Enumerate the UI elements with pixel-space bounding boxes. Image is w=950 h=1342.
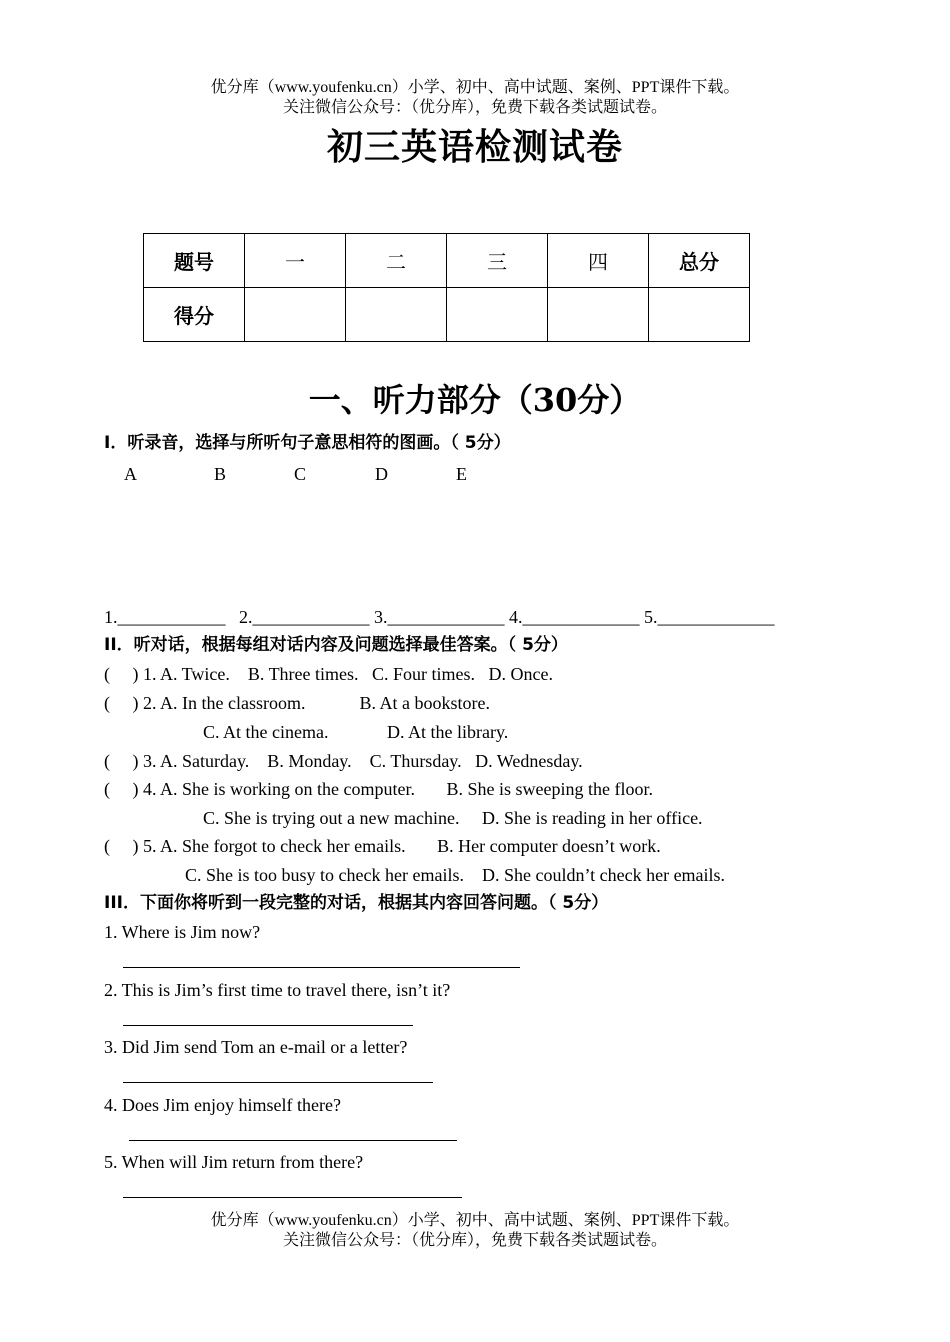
header-line-1: 优分库（www.youfenku.cn）小学、初中、高中试题、案例、PPT课件下载。 xyxy=(210,79,740,96)
answer-line xyxy=(123,967,520,968)
score-table-empty-cell xyxy=(245,288,346,342)
part-3-question: 2. This is Jim’s first time to travel there, isn’t it? xyxy=(104,980,451,1000)
score-table xyxy=(143,233,750,342)
question-line: ( ) 4. A. She is working on the computer. B. She is sweeping the floor. xyxy=(104,779,653,799)
score-table-cell: 题号 xyxy=(144,234,245,288)
score-table-cell: 三 xyxy=(447,234,548,288)
picture-letter: C xyxy=(294,464,307,484)
picture-letter: B xyxy=(214,464,227,484)
part-3-question: 3. Did Jim send Tom an e-mail or a letter? xyxy=(104,1037,408,1057)
footer-line-1: 优分库（www.youfenku.cn）小学、初中、高中试题、案例、PPT课件下载。 xyxy=(210,1212,740,1229)
score-table-cell: 二 xyxy=(346,234,447,288)
part-3-heading: III．下面你将听到一段完整的对话，根据其内容回答问题。（ 5分） xyxy=(104,893,609,913)
part-3-question: 1. Where is Jim now? xyxy=(104,922,261,942)
question-line: ( ) 3. A. Saturday. B. Monday. C. Thursday. D. Wednesday. xyxy=(104,751,583,771)
score-table-cell: 四 xyxy=(548,234,649,288)
question-line: C. She is trying out a new machine. D. She is reading in her office. xyxy=(104,808,703,828)
part-2-heading: II．听对话，根据每组对话内容及问题选择最佳答案。（ 5分） xyxy=(104,635,568,655)
answer-line xyxy=(123,1082,433,1083)
picture-letter: A xyxy=(124,464,137,484)
score-table-empty-cell xyxy=(548,288,649,342)
part-3-question: 4. Does Jim enjoy himself there? xyxy=(104,1095,341,1115)
part-1-answer-blanks: 1.____________ 2._____________ 3._____________ 4._____________ 5._____________ xyxy=(104,607,775,627)
score-table-score-row xyxy=(144,288,750,342)
score-table-empty-cell xyxy=(649,288,750,342)
score-table-empty-cell xyxy=(346,288,447,342)
part-1-heading: I．听录音，选择与所听句子意思相符的图画。（ 5分） xyxy=(104,433,511,453)
score-table-cell: 得分 xyxy=(144,288,245,342)
header-line-2: 关注微信公众号：（优分库），免费下载各类试题试卷。 xyxy=(282,99,667,116)
question-line: ( ) 2. A. In the classroom. B. At a bookstore. xyxy=(104,693,490,713)
question-line: ( ) 5. A. She forgot to check her emails. B. Her computer doesn’t work. xyxy=(104,836,661,856)
answer-line xyxy=(123,1025,413,1026)
answer-line xyxy=(123,1197,462,1198)
section-1-title: 一、听力部分（30分） xyxy=(308,381,642,419)
picture-letter: D xyxy=(375,464,388,484)
score-table-empty-cell xyxy=(447,288,548,342)
part-3-question: 5. When will Jim return from there? xyxy=(104,1152,364,1172)
score-table-cell: 一 xyxy=(245,234,346,288)
score-table-header-row xyxy=(144,234,750,288)
question-line: C. At the cinema. D. At the library. xyxy=(104,722,509,742)
answer-line xyxy=(129,1140,457,1141)
picture-letter: E xyxy=(456,464,467,484)
score-table-cell: 总分 xyxy=(649,234,750,288)
footer-line-2: 关注微信公众号：（优分库），免费下载各类试题试卷。 xyxy=(282,1232,667,1249)
question-line: C. She is too busy to check her emails. D. She couldn’t check her emails. xyxy=(104,865,726,885)
page-title: 初三英语检测试卷 xyxy=(326,127,623,168)
question-line: ( ) 1. A. Twice. B. Three times. C. Four times. D. Once. xyxy=(104,664,554,684)
